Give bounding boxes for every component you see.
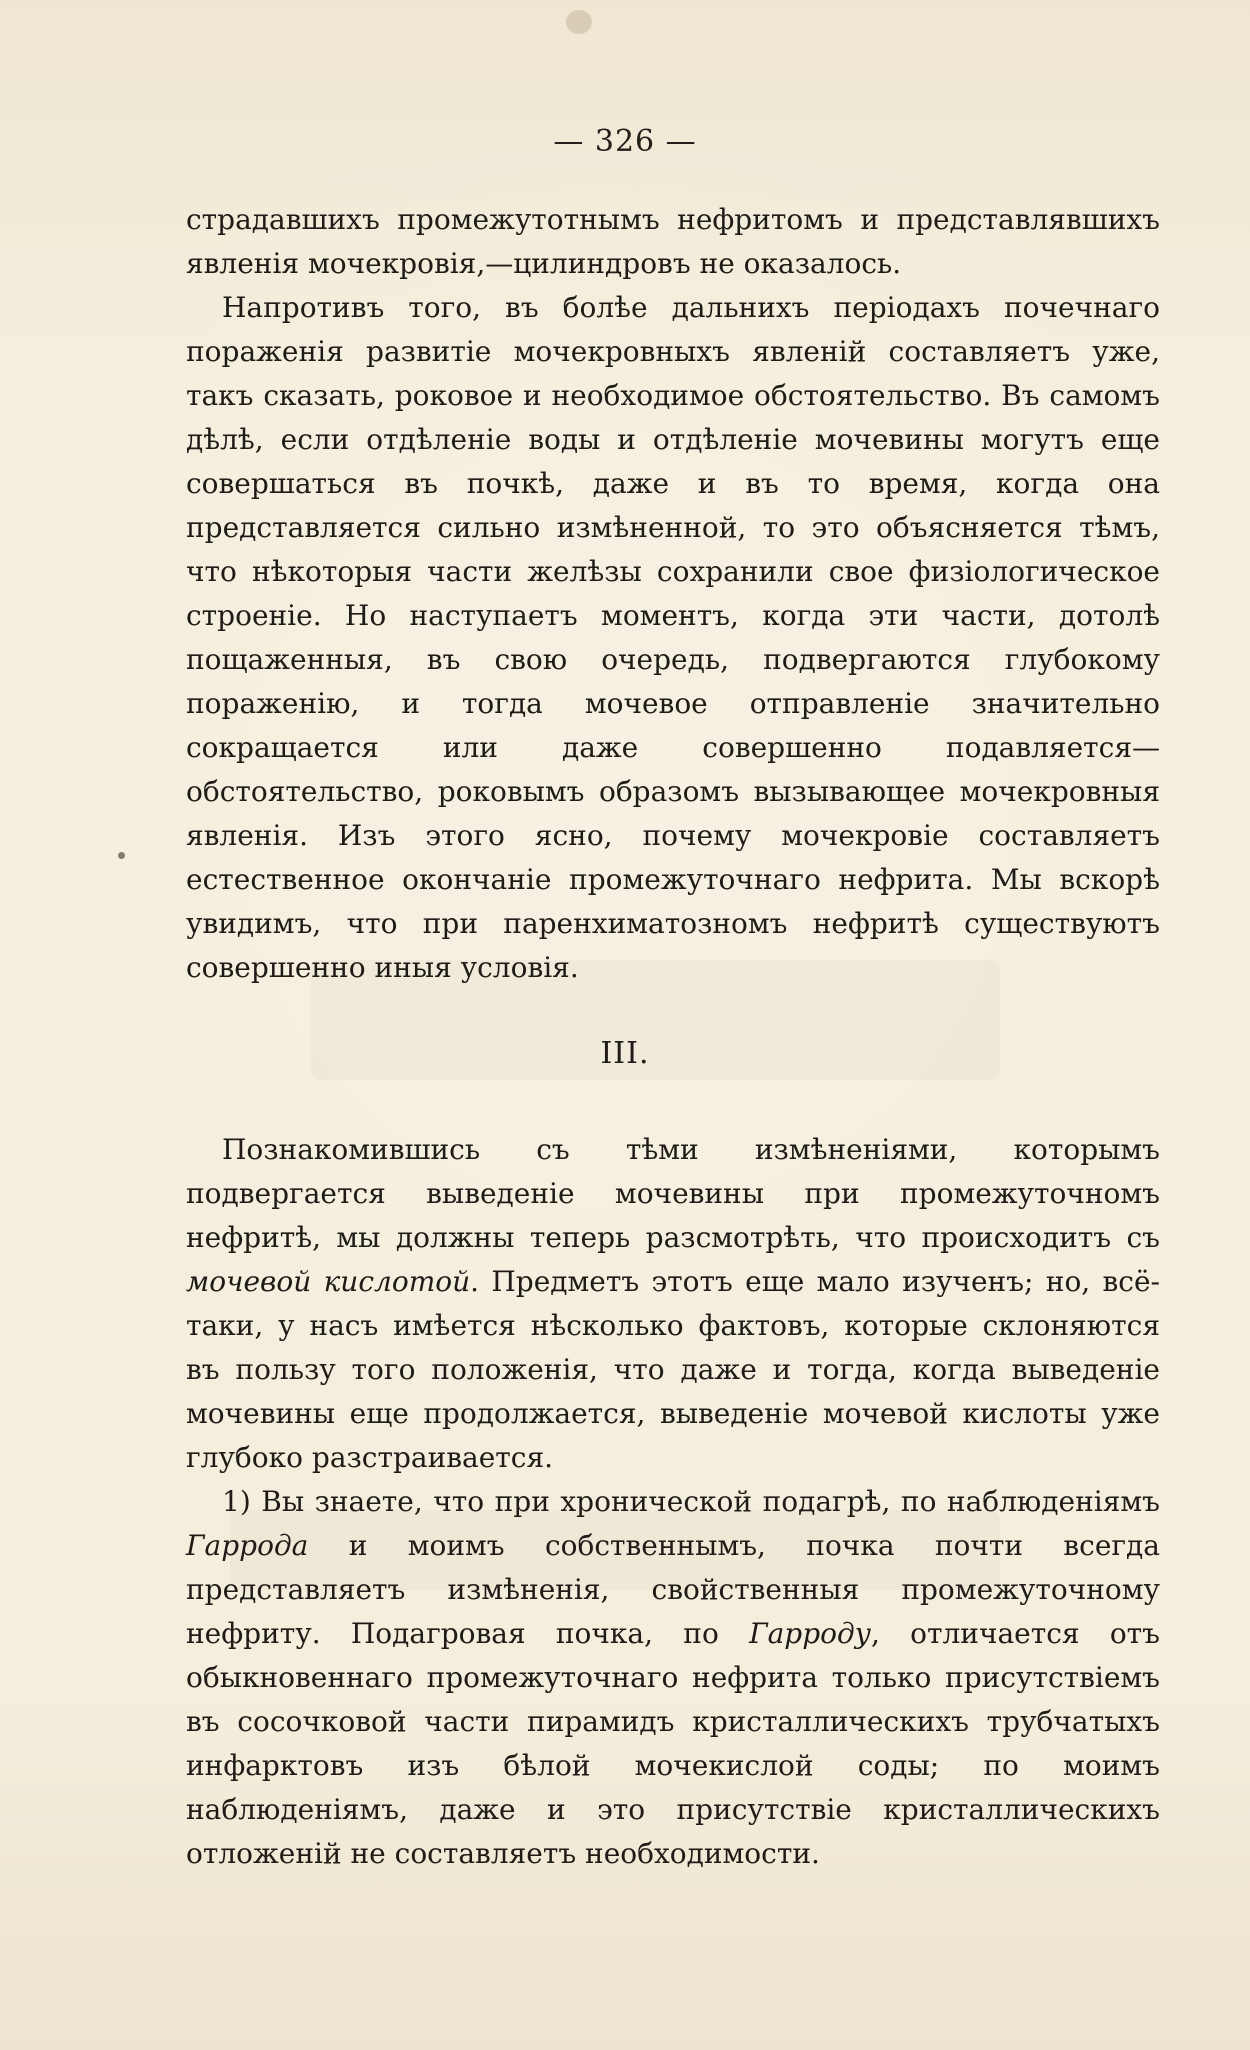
page-number: — 326 — — [553, 124, 697, 159]
paragraph-text: . Предметъ этотъ еще мало изученъ; но, всё-таки, у насъ имѣется нѣсколько фактовъ, которые склоняются въ пользу того положенія, что даже и тогда, когда выведеніе мочевины еще продолжается, выведеніе мочевой кислоты уже глубоко разстраивается. — [186, 1265, 1160, 1474]
author-name: Гарроду — [749, 1617, 871, 1650]
ink-speck — [118, 852, 125, 859]
paragraph-text: , отличается отъ обыкновеннаго промежуточнаго нефрита только присутствіемъ въ сосочковой части пирамидъ кристаллическихъ трубчатыхъ инфарктовъ изъ бѣлой мочекислой соды; по моимъ наблюденіямъ, даже и это присутствіе кристаллическихъ отложеній не составляетъ необходимости. — [186, 1617, 1160, 1870]
text-block-upper — [186, 198, 1160, 990]
paragraph-text: 1) Вы знаете, что при хронической подагрѣ, по наблюденіямъ — [222, 1485, 1160, 1518]
paper-stain — [566, 10, 592, 34]
author-name: Гаррода — [186, 1529, 309, 1562]
paragraph-text: и моимъ собственнымъ, почка почти всегда представляетъ измѣненія, свойственныя промежуточному нефриту. Подагровая почка, по — [186, 1529, 1160, 1650]
paragraph-continued: страдавшихъ промежутотнымъ нефритомъ и представлявшихъ явленія мочекровія,—цилиндровъ не оказалось. — [186, 203, 1160, 280]
text-block-lower — [186, 1128, 1160, 1876]
italic-term: мочевой кислотой — [186, 1265, 471, 1298]
paragraph: Напротивъ того, въ болѣе дальнихъ періодахъ почечнаго пораженія развитіе мочекровныхъ явленій составляетъ уже, такъ сказать, роковое и необходимое обстоятельство. Въ самомъ дѣлѣ, если отдѣленіе воды и отдѣленіе мочевины могутъ еще совершаться въ почкѣ, даже и въ то время, когда она представляется сильно измѣненной, то это объясняется тѣмъ, что нѣкоторыя части желѣзы сохранили свое физіологическое строеніе. Но наступаетъ моментъ, когда эти части, дотолѣ пощаженныя, въ свою очередь, подвергаются глубокому пораженію, и тогда мочевое отправленіе значительно сокращается или даже совершенно подавляется—обстоятельство, роковымъ образомъ вызывающее мочекровныя явленія. Изъ этого ясно, почему мочекровіе составляетъ естественное окончаніе промежуточнаго нефрита. Мы вскорѣ увидимъ, что при паренхиматозномъ нефритѣ существуютъ совершенно иныя условія. — [186, 291, 1160, 984]
section-heading: III. — [600, 1036, 650, 1071]
paragraph-text: Познакомившись съ тѣми измѣненіями, которымъ подвергается выведеніе мочевины при промежуточномъ нефритѣ, мы должны теперь разсмотрѣть, что происходитъ съ — [186, 1133, 1160, 1254]
paragraph — [186, 1480, 1160, 1876]
paragraph — [186, 1128, 1160, 1480]
